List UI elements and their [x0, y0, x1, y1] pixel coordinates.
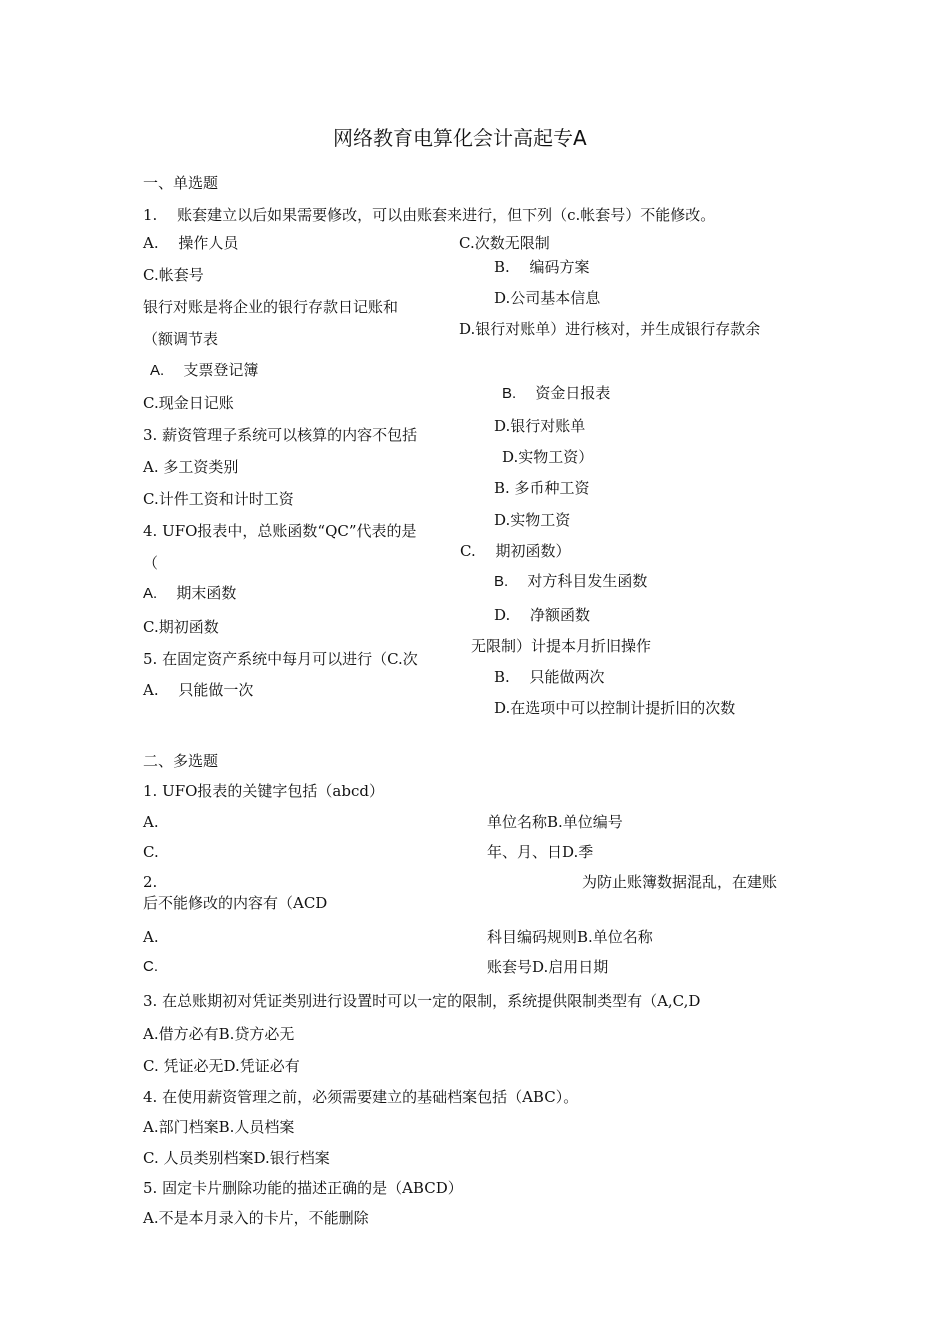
question-1: 1. 账套建立以后如果需要修改，可以由账套来进行，但下列（c.帐套号）不能修改。	[143, 206, 716, 224]
option-label: C.	[143, 843, 159, 861]
question-5: 5. 在固定资产系统中每月可以进行（C.次	[143, 650, 418, 668]
section-heading-single-choice: 一、单选题	[143, 174, 219, 192]
doc-title: 网络教育电算化会计高起专A	[333, 126, 587, 150]
option-line: B. 只能做两次	[494, 668, 605, 686]
mc-question-2: 2.	[143, 873, 158, 891]
option-label: C.	[143, 958, 158, 975]
question-3-cont: D.实物工资）	[502, 448, 594, 466]
option-line: A.部门档案B.人员档案	[143, 1118, 295, 1136]
question-5-cont: 无限制）计提本月折旧操作	[471, 637, 652, 655]
mc-question-4: 4. 在使用薪资管理之前，必须需要建立的基础档案包括（ABC）。	[143, 1088, 579, 1106]
option-line: C. 人员类别档案D.银行档案	[143, 1149, 330, 1167]
question-2-cont: （额调节表	[143, 330, 219, 348]
option-line: B. 资金日报表	[502, 385, 611, 402]
option-line: A. 多工资类别	[143, 458, 239, 476]
option-line: 账套号D.启用日期	[487, 958, 609, 976]
mc-question-2-text: 为防止账簿数据混乱，在建账	[582, 873, 778, 891]
option-line: D.在选项中可以控制计提折旧的次数	[494, 699, 736, 717]
question-4-cont: （	[143, 554, 159, 572]
option-line: 年、月、日D.季	[487, 843, 594, 861]
option-line: B. 编码方案	[494, 258, 590, 276]
option-line: D.实物工资	[494, 511, 571, 529]
option-line: B. 对方科目发生函数	[494, 573, 648, 590]
question-3: 3. 薪资管理子系统可以核算的内容不包括	[143, 426, 418, 444]
mc-question-3: 3. 在总账期初对凭证类别进行设置时可以一定的限制，系统提供限制类型有（A,C,D	[143, 992, 701, 1010]
option-line: A. 支票登记簿	[150, 362, 259, 379]
option-line: A. 操作人员	[143, 234, 239, 252]
question-2: 银行对账是将企业的银行存款日记账和	[143, 298, 399, 316]
option-line: B. 多币种工资	[494, 479, 590, 497]
option-label: A.	[143, 928, 159, 946]
option-line: A. 期末函数	[143, 585, 237, 602]
option-line: A.不是本月录入的卡片，不能删除	[143, 1209, 369, 1227]
option-line: 科目编码规则B.单位名称	[487, 928, 653, 946]
option-line: A. 只能做一次	[143, 681, 254, 699]
mc-question-2-cont: 后不能修改的内容有（ACD	[143, 894, 328, 912]
option-line: C.现金日记账	[143, 394, 234, 412]
option-line: C.帐套号	[143, 266, 204, 284]
option-line: C. 凭证必无D.凭证必有	[143, 1057, 300, 1075]
mc-question-1: 1. UFO报表的关键字包括（abcd）	[143, 782, 384, 800]
question-4-cont: C. 期初函数）	[460, 542, 571, 560]
option-line: D.公司基本信息	[494, 289, 601, 307]
section-heading-multiple-choice: 二、多选题	[143, 752, 219, 770]
option-line: A.借方必有B.贷方必无	[143, 1025, 295, 1043]
option-label: A.	[143, 813, 159, 831]
option-line: C.次数无限制	[459, 234, 550, 252]
option-line: C.计件工资和计时工资	[143, 490, 294, 508]
mc-question-5: 5. 固定卡片删除功能的描述正确的是（ABCD）	[143, 1179, 463, 1197]
option-line: C.期初函数	[143, 618, 219, 636]
option-line: 单位名称B.单位编号	[487, 813, 623, 831]
question-2-cont: D.银行对账单）进行核对，并生成银行存款余	[459, 320, 761, 338]
question-4: 4. UFO报表中，总账函数“QC”代表的是	[143, 522, 417, 540]
option-line: D. 净额函数	[494, 606, 591, 624]
option-line: D.银行对账单	[494, 417, 586, 435]
